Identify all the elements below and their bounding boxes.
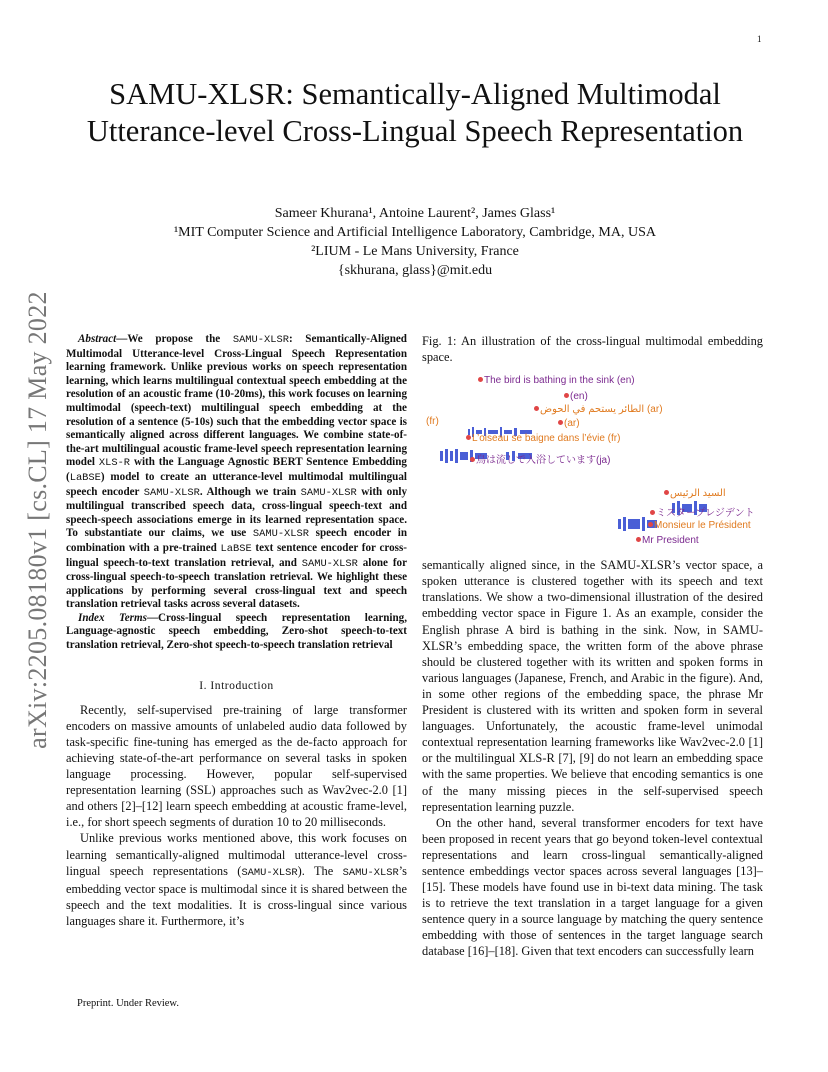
- label-text: (fr): [426, 416, 439, 428]
- label-en2-text: [636, 535, 699, 546]
- figure-1: [422, 371, 763, 549]
- abstract-lead: Abstract: [78, 333, 117, 345]
- abstract-text: ) model to create an utterance-level multimodal multilingual speech encoder: [66, 470, 407, 498]
- abstract-model-name: SAMU-XLSR: [143, 486, 200, 499]
- abstract-text: —We propose the: [116, 333, 233, 345]
- abstract-text: : Semantically-Aligned Multimodal Utterance-level Cross-Lingual Speech Representation learning framework. Unlike previous works on speech representation learning, which learns multilingual contextual speech embedding at the resolution of an acoustic frame (10-20ms), this work focuses on learning multimodal (speech-text) multilingual speech embedding at the resolution of a sentence (5-10s) such that the embedding vector space is semantically aligned across different languages. We combine state-of-the-art multilingual acoustic frame-level speech representation learning model: [66, 333, 407, 469]
- label-ar-text: [534, 404, 663, 415]
- intro-model-name: SAMU-XLSR: [342, 866, 399, 879]
- right-paragraph-1: semantically aligned since, in the SAMU-XLSR’s vector space, a spoken utterance is clustered together with its speech and text translations. We show a two-dimensional illustration of the desired embedding vector space in Figure 1. As an example, consider the English phrase A bird is bathing in the sink. Now, in SAMU-XLSR’s embedding space, the written form of the above phrase should be clustered together with its written and spoken forms in various languages (Japanese, French, and Arabic in the figure). And, in some other regions of the embedding space, the phrase Mr President is clustered with its written and spoken form in several languages. Unfortunately, the acoustic frame-level unimodal contextual representation learning frameworks like Wav2vec-2.0 [1] or the multilingual XLS-R [7], [9] do not learn an embedding space with the same properties. We believe that encoding semantics is one of the many missing pieces in the self-supervised speech representation learning puzzle.: [422, 558, 763, 814]
- figure-caption: Fig. 1: An illustration of the cross-lingual multimodal embedding space.: [422, 334, 763, 365]
- label-fr-wave: [426, 416, 439, 427]
- label-ja2-text: [650, 504, 755, 519]
- label-text: السيد الرئيس: [670, 488, 726, 500]
- label-en-wave: [564, 391, 588, 402]
- abstract-text: with only multilingual transcribed speech data, cross-lingual speech-text and speech-speech associations emerge in its learned representation space. To substantiate our claims, we use: [66, 485, 407, 540]
- intro-paragraph-2: [66, 830, 407, 929]
- abstract: [66, 333, 407, 612]
- abstract-text: with the Language Agnostic BERT Sentence Embedding (: [66, 456, 407, 483]
- abstract-model-name: LaBSE: [220, 542, 252, 555]
- label-fr-text: [466, 433, 620, 444]
- label-text: L’oiseau se baigne dans l’évie (fr): [472, 433, 621, 445]
- right-paragraph-2: On the other hand, several transformer encoders for text have been proposed in recent years that go beyond token-level contextual representations and learn cross-lingual semantically-aligned sentence embeddings vector spaces across several languages [13]–[15]. These models have found use in bi-text data mining. The task is to retrieve the text translation in a target language for a given sentence query in a source language by matching the query sentence embedding with those of sentences in the target language search database [16]–[18]. Given that text encoders can successfully learn: [422, 815, 763, 959]
- abstract-text: alone for cross-lingual speech-to-speech translation retrieval. We highlight these applications by performing several cross-lingual text and speech translation retrieval tasks across several datasets.: [66, 556, 407, 611]
- intro-text: ). The: [297, 863, 343, 878]
- left-column: [66, 333, 407, 929]
- section-heading: I. Introduction: [199, 678, 274, 692]
- label-ja-text: [470, 451, 610, 466]
- label-text: الطائر يستحم في الحوض (ar): [540, 404, 663, 416]
- label-ar-wave: [558, 418, 580, 429]
- abstract-model-name: SAMU-XLSR: [252, 528, 309, 541]
- arxiv-stamp: [18, 280, 58, 760]
- abstract-text: . Although we train: [199, 485, 301, 498]
- abstract-model-name: LaBSE: [69, 471, 101, 484]
- abstract-model-name: XLS-R: [98, 457, 131, 470]
- label-text: (en): [570, 391, 588, 403]
- label-text: 鳥は流しで入浴しています(ja): [476, 455, 611, 467]
- abstract-model-name: SAMU-XLSR: [301, 557, 358, 570]
- page-number: 1: [757, 34, 762, 44]
- label-text: The bird is bathing in the sink (en): [484, 375, 635, 387]
- paper-title: SAMU-XLSR: Semantically-Aligned Multimodal Utterance-level Cross-Lingual Speech Representation: [86, 77, 744, 148]
- index-terms-lead: Index Terms: [78, 611, 147, 624]
- abstract-text: text sentence encoder for cross-lingual speech-to-text translation retrieval, and: [66, 541, 407, 569]
- label-text: Mr President: [642, 535, 699, 547]
- index-terms: [66, 612, 407, 653]
- intro-text: Unlike previous works mentioned above, this work focuses on learning semantically-aligned multimodal utterance-level cross-lingual speech representations (: [66, 831, 407, 878]
- arxiv-stamp-text: arXiv:2205.08180v1 [cs.CL] 17 May 2022: [23, 291, 52, 749]
- label-en-text: [478, 375, 635, 386]
- abstract-text: speech encoder in combination with a pre-trained: [66, 527, 407, 554]
- intro-model-name: SAMU-XLSR: [241, 866, 298, 879]
- author-email: {skhurana, glass}@mit.edu: [337, 263, 493, 278]
- index-terms-text: —Cross-lingual speech representation learning, Language-agnostic speech embedding, Zero-shot speech-to-text translation retrieval, Zero-shot speech-to-speech translation retrieval: [66, 611, 407, 652]
- label-text: (ar): [564, 418, 580, 430]
- abstract-model-name: SAMU-XLSR: [300, 486, 357, 499]
- author-names: Sameer Khurana¹, Antoine Laurent², James Glass¹: [274, 206, 556, 221]
- right-column: [422, 333, 763, 960]
- label-fr2-text: [648, 520, 751, 531]
- right-body: [422, 557, 763, 959]
- label-ar2-text: [664, 488, 726, 499]
- abstract-model-name: SAMU-XLSR: [232, 334, 289, 346]
- intro-paragraph-1: Recently, self-supervised pre-training of large transformer encoders on massive amounts of unlabeled audio data followed by task-specific fine-tuning has emerged as the de-facto approach for achieving state-of-the-art performance on several tasks in spoken language processing. However, popular self-supervised representation learning (SSL) approaches such as Wav2vec-2.0 [1] and others [2]–[12] learn speech embedding at acoustic frame-level, i.e., for short speech segments of duration 10 to 20 milliseconds.: [66, 702, 407, 830]
- intro-text: ’s embedding vector space is multimodal since it is shared between the speech and the text modalities. It is cross-lingual since various languages share it. Furthermore, it’s: [66, 863, 407, 928]
- footer-note: Preprint. Under Review.: [77, 998, 179, 1009]
- author-block: [100, 204, 730, 280]
- affiliation-2: ²LIUM - Le Mans University, France: [311, 244, 519, 259]
- label-text: Monsieur le Président: [654, 520, 751, 532]
- label-text: ミスタープレジデント: [656, 508, 755, 520]
- affiliation-1: ¹MIT Computer Science and Artificial Intelligence Laboratory, Cambridge, MA, USA: [173, 225, 656, 240]
